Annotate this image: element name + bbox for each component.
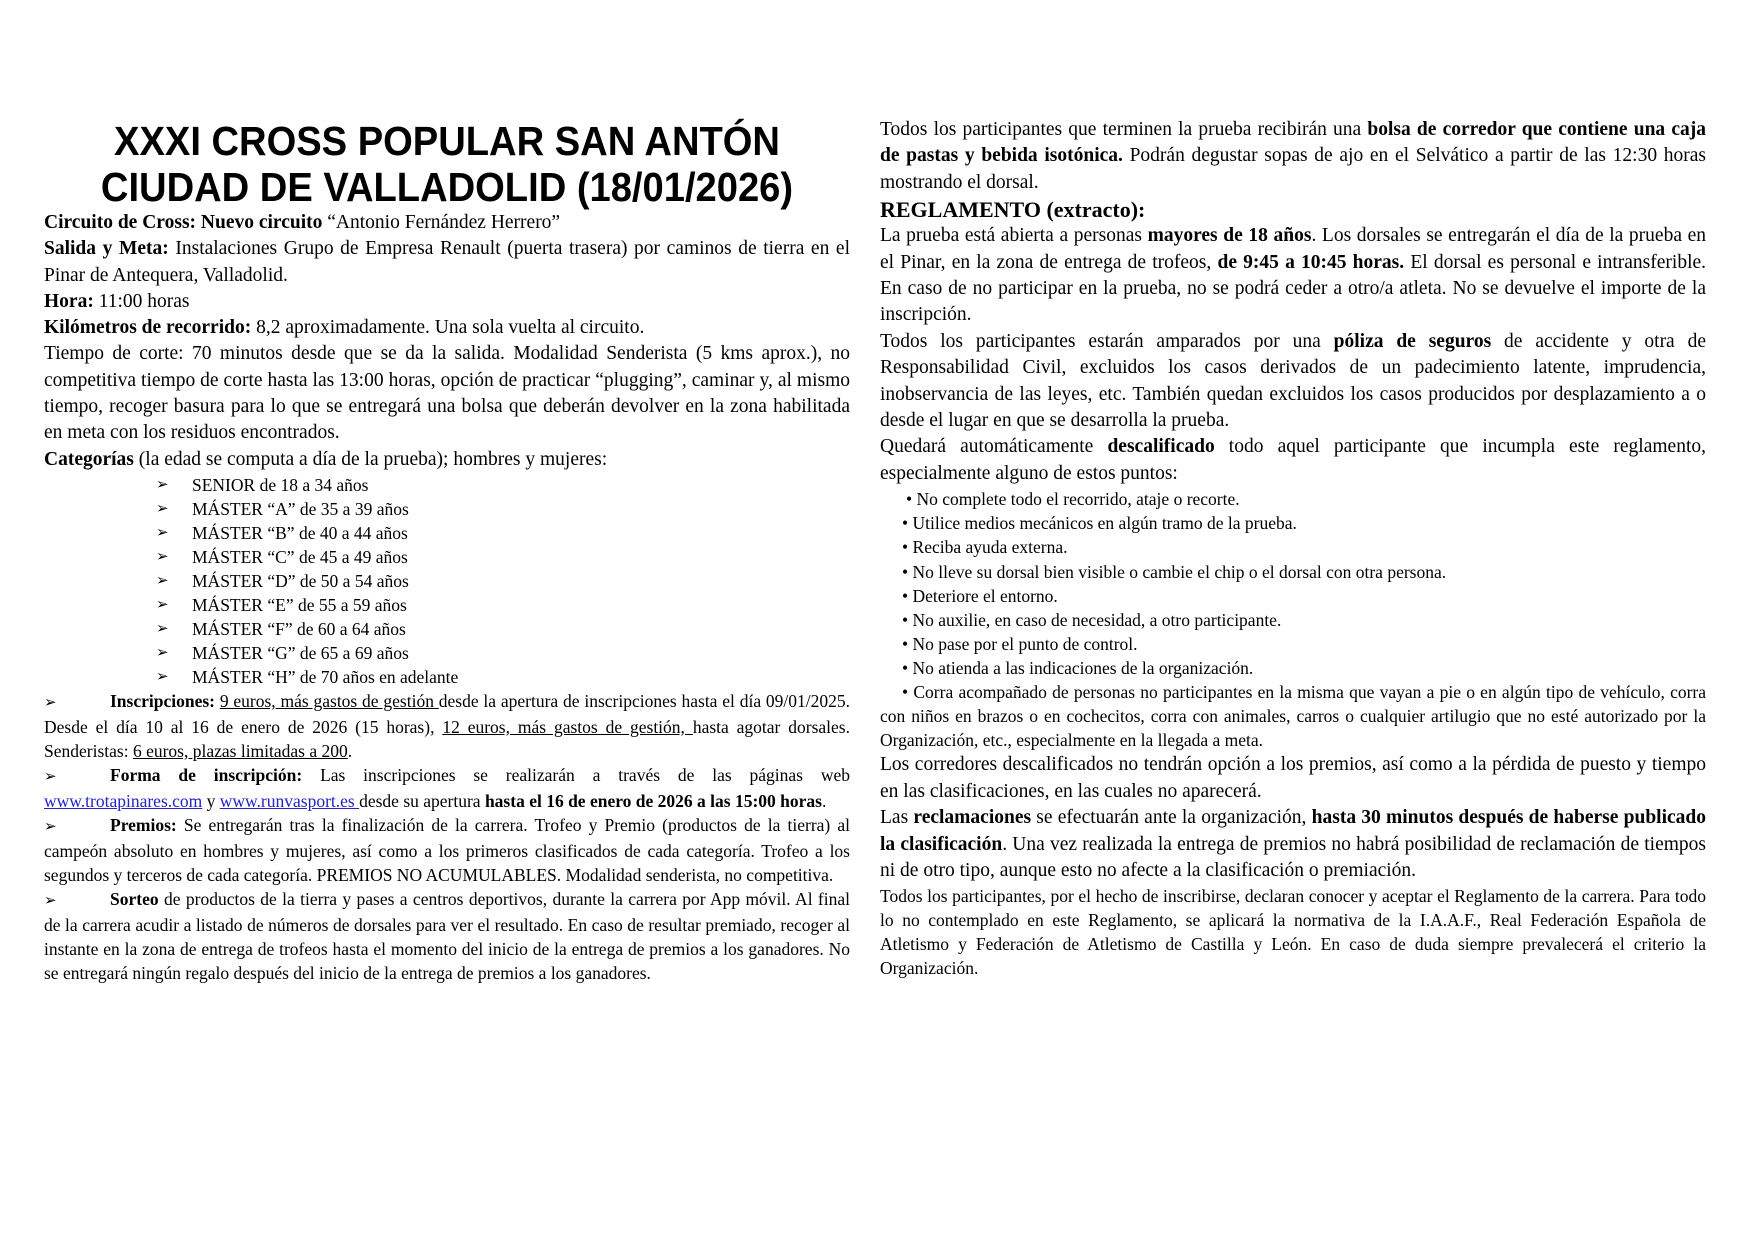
disqualification-item <box>880 680 1706 752</box>
reg-p1-bold-1: mayores de 18 años <box>1147 225 1312 247</box>
bullet-icon: • <box>902 657 909 678</box>
bullet-icon: • <box>902 561 909 582</box>
regulation-disqualified-consequences: Los corredores descalificados no tendrán opción a los premios, así como a la pérdida de puesto y tiempo en las clasificaciones, en las cuales no aparecerá. <box>880 754 1706 802</box>
prizes-info <box>44 813 850 887</box>
registration-method <box>44 763 850 813</box>
reg-p5-text-3: . Una vez realizada la entrega de premios no habrá posibilidad de reclamación de tiempos ni de otro tipo, aunque esto no afecte a la clasificación o premiación. <box>880 833 1706 881</box>
category-item <box>44 617 850 641</box>
runner-bag-bold: bolsa de corredor que contiene una caja de pastas y bebida isotónica. <box>880 119 1706 167</box>
category-label: MÁSTER “G” de 65 a 69 años <box>192 642 409 663</box>
raffle-info <box>44 887 850 985</box>
arrow-bullet-icon: ➢ <box>44 694 57 711</box>
reg-p5-bold-2: hasta 30 minutos después de haberse publicado la clasificación <box>880 807 1707 855</box>
arrow-bullet-icon: ➢ <box>156 596 169 613</box>
disqualification-text: No atienda a las indicaciones de la organización. <box>912 657 1254 678</box>
time-label: Hora: <box>44 290 94 312</box>
reg-p5-bold-1: reclamaciones <box>913 807 1032 829</box>
disqualification-text: Corra acompañado de personas no participantes en la misma que vayan a pie o en algún tipo de vehículo, corra con niños en brazos o en cochecitos, corra con animales, carros o cualquier artilugio que no esté autorizado por la Organización, etc., especialmente en la llegada a meta. <box>880 682 1707 751</box>
arrow-bullet-icon: ➢ <box>156 668 169 685</box>
prizes-text: Se entregarán tras la finalización de la carrera. Trofeo y Premio (productos de la tierra) al campeón absoluto en hombres y mujeres, así como a los primeros clasificados de cada categoría. Trofeo a los segundos y terceros de cada categoría. PREMIOS NO ACUMULABLES. Modalidad senderista, no competitiva. <box>44 814 850 885</box>
arrow-bullet-icon: ➢ <box>44 892 57 909</box>
regulations-text <box>880 117 1706 980</box>
event-details <box>44 210 850 985</box>
fee-text-2: hasta agotar dorsales. Senderistas: <box>44 716 850 761</box>
regulation-claims <box>880 805 1706 884</box>
regulation-insurance <box>880 329 1706 435</box>
regulation-age-bibs <box>880 223 1706 329</box>
runner-bag-info <box>880 117 1706 196</box>
registration-fees <box>44 689 850 763</box>
arrow-bullet-icon: ➢ <box>156 524 169 541</box>
reg-p2-text-2: de accidente y otra de Responsabilidad Civil, excluidos los casos derivados de un padecimiento latente, imprudencia, inobservancia de las leyes, etc. También quedan excluidos los casos producidos por desplazamiento a o desde el lugar en que se desarrolla la prueba. <box>880 330 1706 432</box>
reg-p2-bold: póliza de seguros <box>1333 330 1492 352</box>
disqualification-text: No complete todo el recorrido, ataje o recorte. <box>916 489 1240 510</box>
start-finish-text: Instalaciones Grupo de Empresa Renault (puerta trasera) por caminos de tierra en el Pinar de Antequera, Valladolid. <box>44 238 851 286</box>
distance-text: 8,2 aproximadamente. Una sola vuelta al circuito. <box>251 317 645 339</box>
bullet-icon: • <box>902 585 909 606</box>
disqualification-item <box>880 487 1706 511</box>
raffle-text: de productos de la tierra y pases a centros deportivos, durante la carrera por App móvil. Al final de la carrera acudir a listado de números de dorsales para ver el resultado. En caso de resultar premiado, recoger al instante en la zona de entrega de trofeos hasta el momento del inicio de la entrega de premios a los ganadores. No se entregará ningún regalo después del inicio de la entrega de premios a los ganadores. <box>44 888 850 983</box>
distance-info <box>44 315 850 341</box>
regulation-disqualification <box>880 434 1706 487</box>
arrow-bullet-icon: ➢ <box>156 644 169 661</box>
registration-section <box>44 689 850 985</box>
category-item <box>44 473 850 497</box>
category-label: MÁSTER “B” de 40 a 44 años <box>192 522 408 543</box>
bullet-icon: • <box>902 537 909 558</box>
time-info <box>44 289 850 315</box>
circuit-label: Circuito de Cross: <box>44 212 197 233</box>
arrow-bullet-icon: ➢ <box>44 818 57 835</box>
categories-label: Categorías <box>44 448 134 470</box>
category-item <box>44 545 850 569</box>
runner-bag-text-2: Podrán degustar sopas de ajo en el Selvático a partir de las 12:30 horas mostrando el dorsal. <box>880 145 1706 193</box>
fee-late: 12 euros, más gastos de gestión, <box>442 716 693 737</box>
reg-p1-bold-2: de 9:45 a 10:45 horas. <box>1217 251 1405 273</box>
disqualification-item <box>880 535 1706 559</box>
disqualification-text: No auxilie, en caso de necesidad, a otro participante. <box>912 609 1282 630</box>
regulations-heading: REGLAMENTO (extracto): <box>880 197 1146 223</box>
bullet-icon: • <box>902 609 909 630</box>
categories-intro <box>44 447 850 473</box>
category-label: MÁSTER “A” de 35 a 39 años <box>192 498 409 519</box>
title-line-2: CIUDAD DE VALLADOLID (18/01/2026) <box>100 164 794 210</box>
disqualification-text: No lleve su dorsal bien visible o cambie el chip o el dorsal con otra persona. <box>912 561 1447 582</box>
category-item <box>44 641 850 665</box>
category-item <box>44 593 850 617</box>
trotapinares-link[interactable]: www.trotapinares.com <box>44 790 203 811</box>
circuit-info <box>44 210 850 236</box>
raffle-label: Sorteo <box>110 888 159 909</box>
disqualification-item <box>880 656 1706 680</box>
category-label: MÁSTER “D” de 50 a 54 años <box>192 570 409 591</box>
disqualification-list <box>880 487 1706 752</box>
category-item <box>44 497 850 521</box>
fee-early: 9 euros, más gastos de gestión <box>219 690 439 711</box>
bullet-icon: • <box>902 633 909 654</box>
reg-p1-text-1: La prueba está abierta a personas <box>880 225 1148 247</box>
category-item <box>44 569 850 593</box>
circuit-name: “Antonio Fernández Herrero” <box>322 212 561 233</box>
arrow-bullet-icon: ➢ <box>156 500 169 517</box>
disqualification-item <box>880 632 1706 656</box>
registration-deadline: hasta el 16 de enero de 2026 a las 15:00 horas <box>480 790 822 811</box>
reg-p1-text-2: . Los dorsales se entregarán el día de la prueba en el Pinar, en la zona de entrega de trofeos, <box>880 225 1707 273</box>
fee-hikers: 6 euros, plazas limitadas a 200 <box>132 740 348 761</box>
conjunction-text: y <box>202 790 220 811</box>
time-text: 11:00 horas <box>93 290 190 312</box>
prizes-label: Premios: <box>110 814 177 835</box>
reg-p3-text-1: Quedará automáticamente <box>880 436 1108 458</box>
disqualification-text: Reciba ayuda externa. <box>912 537 1068 558</box>
title-line-1: XXXI CROSS POPULAR SAN ANTÓN <box>114 118 780 164</box>
category-label: MÁSTER “E” de 55 a 59 años <box>192 594 407 615</box>
reg-p3-bold: descalificado <box>1107 436 1215 458</box>
reg-p2-text-1: Todos los participantes estarán amparados por una <box>880 330 1334 352</box>
arrow-bullet-icon: ➢ <box>156 620 169 637</box>
fee-text-3: . <box>347 740 353 761</box>
category-label: MÁSTER “C” de 45 a 49 años <box>192 546 408 567</box>
cutoff-info: Tiempo de corte: 70 minutos desde que se da la salida. Modalidad Senderista (5 kms aprox.), no competitiva tiempo de corte hasta las 13:00 horas, opción de practicar “plugging”, caminar y, al mismo tiempo, recoger basura para lo que se entregará una bolsa que deberán devolver en la zona habilitada en meta con los residuos encontrados. <box>44 343 850 444</box>
reg-p3-text-2: todo aquel participante que incumpla este reglamento, especialmente alguno de estos puntos: <box>880 436 1706 484</box>
disqualification-text: Deteriore el entorno. <box>912 585 1058 606</box>
disqualification-text: Utilice medios mecánicos en algún tramo de la prueba. <box>912 513 1297 534</box>
registration-method-text: Las inscripciones se realizarán a través de las páginas web <box>302 764 850 785</box>
bullet-icon: • <box>902 513 909 534</box>
arrow-bullet-icon: ➢ <box>44 768 57 785</box>
arrow-bullet-icon: ➢ <box>156 572 169 589</box>
category-item <box>44 665 850 689</box>
bullet-icon: • <box>906 489 913 510</box>
disqualification-item <box>880 584 1706 608</box>
start-finish-info <box>44 236 850 289</box>
reg-p1-text-3: El dorsal es personal e intransferible. En caso de no participar en la prueba, no se podrá ceder a otro/a atleta. No se devuelve el importe de la inscripción. <box>880 251 1707 326</box>
categories-list <box>44 473 850 689</box>
disqualification-text: No pase por el punto de control. <box>912 633 1138 654</box>
runvasport-link[interactable]: www.runvasport.es <box>219 790 360 811</box>
categories-text: (la edad se computa a día de la prueba); hombres y mujeres: <box>133 448 608 470</box>
arrow-bullet-icon: ➢ <box>156 548 169 565</box>
registration-label: Inscripciones: <box>110 690 215 711</box>
disqualification-item <box>880 511 1706 535</box>
start-finish-label: Salida y Meta: <box>44 238 169 260</box>
disqualification-item <box>880 608 1706 632</box>
category-label: SENIOR de 18 a 34 años <box>192 474 369 495</box>
arrow-bullet-icon: ➢ <box>156 476 169 493</box>
category-label: MÁSTER “H” de 70 años en adelante <box>192 666 459 687</box>
registration-opening-text: desde su apertura <box>359 790 481 811</box>
period-text: . <box>821 790 827 811</box>
page-title <box>72 118 822 210</box>
runner-bag-text-1: Todos los participantes que terminen la prueba recibirán una <box>880 119 1368 140</box>
fee-text-1: desde la apertura de inscripciones hasta el día 09/01/2025. Desde el día 10 al 16 de enero de 2026 (15 horas), <box>44 690 851 737</box>
circuit-new-label: Nuevo circuito <box>200 212 323 233</box>
disqualification-item <box>880 560 1706 584</box>
reg-p5-text-1: Las <box>880 807 914 829</box>
registration-method-label: Forma de inscripción: <box>110 764 303 785</box>
reg-p5-text-2: se efectuarán ante la organización, <box>1031 807 1312 829</box>
distance-label: Kilómetros de recorrido: <box>44 317 252 339</box>
category-label: MÁSTER “F” de 60 a 64 años <box>192 618 406 639</box>
category-item <box>44 521 850 545</box>
regulation-acceptance: Todos los participantes, por el hecho de inscribirse, declaran conocer y aceptar el Reglamento de la carrera. Para todo lo no contemplado en este Reglamento, se aplicará la normativa de la I.A.A.F., Real Federación Española de Atletismo y Federación de Atletismo de Castilla y León. En caso de duda siempre prevalecerá el criterio la Organización. <box>880 886 1706 979</box>
bullet-icon: • <box>902 682 909 703</box>
